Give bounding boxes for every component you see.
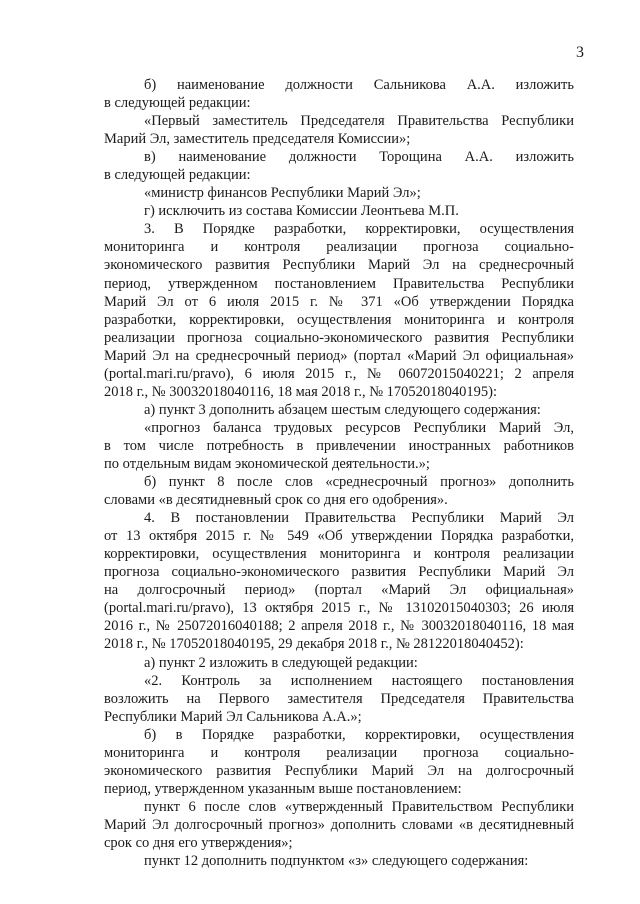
paragraph-line: срок со дня его утверждения»; [104, 834, 293, 851]
paragraph-line: а) пункт 3 дополнить абзацем шестым следующего содержания: [144, 401, 541, 418]
paragraph-line: «2. Контроль за исполнением настоящего постановления [144, 672, 574, 689]
paragraph-line: Марий Эл, заместитель председателя Комиссии»; [104, 131, 411, 148]
paragraph-line: в) наименование должности Торощина А.А. изложить [144, 149, 574, 166]
paragraph-line: по отдельным видам экономической деятельности.»; [104, 455, 430, 472]
paragraph-line: г) исключить из состава Комиссии Леонтьева М.П. [144, 203, 459, 220]
paragraph-line: мониторинга и контроля реализации прогноза социально- [104, 744, 574, 761]
paragraph-line: пункт 12 дополнить подпунктом «з» следующего содержания: [144, 853, 529, 870]
paragraph-line: 2018 г., № 30032018040116, 18 мая 2018 г., № 17052018040195): [104, 383, 498, 400]
paragraph-line: б) наименование должности Сальникова А.А. изложить [144, 77, 574, 93]
paragraph-line: экономического развития Республики Марий Эл на среднесрочный [104, 257, 574, 274]
paragraph-line: Марий Эл от 6 июля 2015 г. № 371 «Об утверждении Порядка [104, 293, 574, 310]
paragraph-line: на долгосрочный период» (портал «Марий Эл официальная» [104, 582, 574, 599]
paragraph-line: а) пункт 2 изложить в следующей редакции: [144, 654, 418, 671]
paragraph-line: Марий Эл на среднесрочный период» (портал «Марий Эл официальная» [104, 347, 574, 364]
paragraph-line: мониторинга и контроля реализации прогноза социально- [104, 239, 574, 256]
page-number: 3 [576, 44, 584, 61]
paragraph-line: «Первый заместитель Председателя Правительства Республики [144, 113, 574, 130]
document-body [104, 76, 574, 870]
paragraph-line: Республики Марий Эл Сальникова А.А.»; [104, 708, 362, 725]
paragraph-line: в следующей редакции: [104, 95, 251, 112]
paragraph-line: (portal.mari.ru/pravo), 13 октября 2015 г., № 13102015040303; 26 июля [104, 600, 574, 617]
paragraph-line: период, утвержденном постановлением Правительства Республики [104, 275, 574, 292]
paragraph-line: б) в Порядке разработки, корректировки, осуществления [144, 726, 574, 743]
paragraph-line: в том числе потребность в привлечении иностранных работников [104, 437, 574, 454]
paragraph-line: корректировки, осуществления мониторинга и контроля реализации [104, 546, 574, 563]
paragraph-line: разработки, корректировки, осуществления мониторинга и контроля [104, 311, 574, 328]
paragraph-line: от 13 октября 2015 г. № 549 «Об утверждении Порядка разработки, [104, 528, 574, 545]
paragraph-line: 2018 г., № 17052018040195, 29 декабря 2018 г., № 28122018040452): [104, 636, 524, 653]
paragraph-line: «прогноз баланса трудовых ресурсов Республики Марий Эл, [144, 419, 574, 436]
paragraph-line: прогноза социально-экономического развития Республики Марий Эл [104, 564, 574, 581]
paragraph-line: 3. В Порядке разработки, корректировки, осуществления [144, 221, 574, 238]
paragraph-line: пункт 6 после слов «утвержденный Правительством Республики [144, 798, 574, 815]
paragraph-line: (portal.mari.ru/pravo), 6 июля 2015 г., № 06072015040221; 2 апреля [104, 365, 574, 382]
paragraph-line: 4. В постановлении Правительства Республики Марий Эл [144, 510, 574, 527]
paragraph-line: экономического развития Республики Марий Эл на долгосрочный [104, 762, 574, 779]
paragraph-line: в следующей редакции: [104, 167, 251, 184]
paragraph-line: «министр финансов Республики Марий Эл»; [144, 185, 421, 202]
paragraph-line: б) пункт 8 после слов «среднесрочный прогноз» дополнить [144, 474, 574, 491]
paragraph-line: реализации прогноза социально-экономического развития Республики [104, 329, 574, 346]
paragraph-line: период, утвержденном указанным выше постановлением: [104, 780, 462, 797]
paragraph-line: Марий Эл долгосрочный прогноз» дополнить словами «в десятидневный [104, 816, 574, 833]
paragraph-line: возложить на Первого заместителя Председателя Правительства [104, 690, 574, 707]
paragraph-line: словами «в десятидневный срок со дня его одобрения». [104, 492, 448, 509]
paragraph-line: 2016 г., № 25072016040188; 2 апреля 2018 г., № 30032018040116, 18 мая [104, 618, 574, 635]
